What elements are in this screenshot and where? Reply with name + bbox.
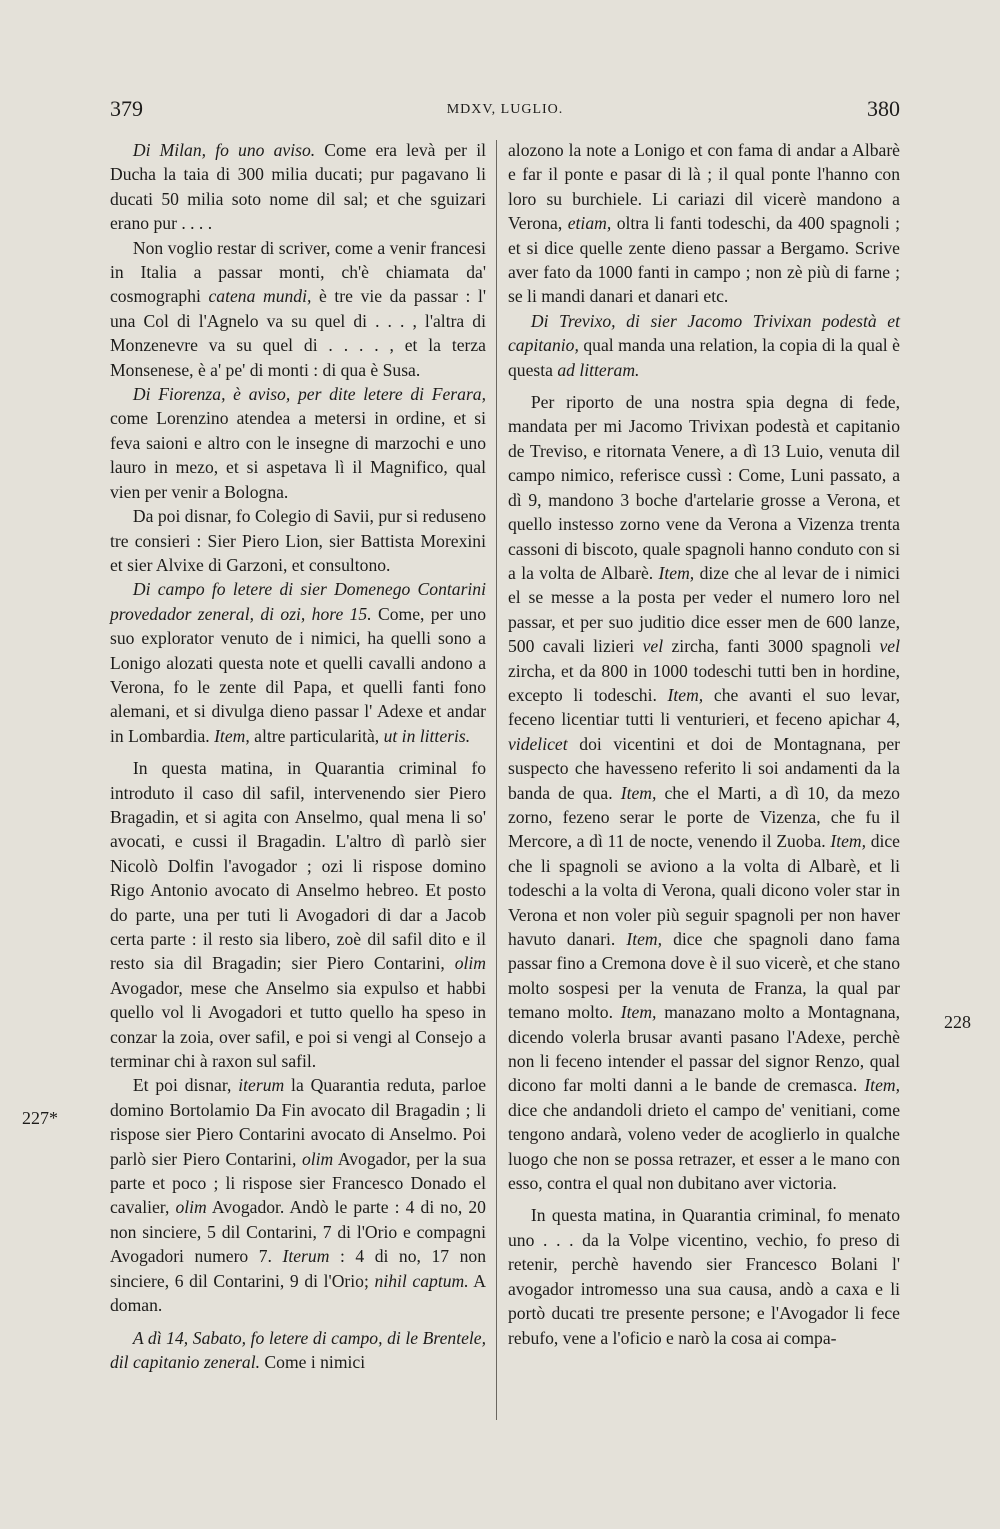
paragraph-text: dice che spagnoli dano fama passar fino a Cremona dove è il suo vicerè, et che stano molto sospesi per la venuta de Franza, la qual par temano molto. <box>508 929 900 1023</box>
paragraph <box>110 1326 486 1375</box>
paragraph <box>110 1073 486 1317</box>
italic-term: iterum <box>238 1075 285 1096</box>
paragraph <box>110 382 486 504</box>
paragraph-text: A doman. <box>110 1270 486 1316</box>
paragraph-text: In questa matina, in Quarantia criminal fo introduto il caso dil safil, intervenendo sier Piero Bragadin, et si agita con Anselmo, qual mena li so' avocati, e cussi il Bragadin. L'altro dì parlò sier Nicolò Dolfin l'avogador ; ozi li rispose domino Rigo Antonio avocato di Anselmo hebreo. Et posto do parte, una per tuti li Avogadori di dar a Jacob certa parte : il resto sia libero, zoè dil safil dito e il resto sia dil Bragadin; sier Piero Contarini, <box>110 758 486 974</box>
paragraph-text: : 4 di no, 17 non sinciere, 6 dil Contarini, 9 di l'Orio; <box>110 1246 486 1291</box>
italic-term: Item, <box>667 684 704 705</box>
paragraph-text: alozono la note a Lonigo et con fama di andar a Albarè e far il ponte e pasar di là ; il qual ponte l'hanno con loro su burchiele. Li cariazi dil vicerè mandono a Verona, <box>508 140 900 234</box>
italic-term: Item, <box>626 929 663 949</box>
italic-term: olim <box>454 953 486 974</box>
italic-term: ut in litteris. <box>383 725 471 746</box>
paragraph-text: Avogador, per la sua parte et poco ; li rispose sier Francesco Donado el cavalier, <box>110 1148 486 1218</box>
paragraph-text: manazano molto a Montagnana, dicendo volerla brusar avanti pasano l'Adexe, perchè non li feceno intender el passar del signor Renzo, qual dicono far molti danni a le bande de cremasca. <box>508 1002 900 1096</box>
paragraph <box>110 577 486 748</box>
paragraph: Da poi disnar, fo Colegio di Savii, pur si reduseno tre consieri : Sier Piero Lion, sier Battista Morexini et sier Alvixe di Garzoni, et consultono. <box>110 506 486 575</box>
paragraph-text: doi vicentini et doi de Montagnana, per suspecto che havesseno referito li soi andamenti da la banda de qua. <box>508 733 900 803</box>
italic-term: olim <box>301 1148 334 1169</box>
italic-term: Item, <box>830 831 867 852</box>
paragraph <box>110 236 486 382</box>
italic-term: etiam, <box>567 213 612 234</box>
paragraph-text: dize che al levar de i nimici el se messe a la posta per veder el numero loro nel passar, et per suo juditio dice esser men de 600 lanze, 500 cavali lizieri <box>508 562 900 657</box>
paragraph-text: zircha, fanti 3000 spagnoli <box>663 636 880 657</box>
paragraph-text: che el Marti, a dì 10, da mezo zorno, fezeno serar le porte de Vizenza, che fu il Mercore, a dì 11 de nocte, venendo il Zuoba. <box>508 782 900 852</box>
italic-term: Item, <box>620 782 657 803</box>
paragraph-text: qual manda una relation, la copia di la qual è questa <box>508 335 900 380</box>
paragraph-text: che avanti el suo levar, feceno licentiar tutti li venturieri, et feceno apichar 4, <box>508 684 900 730</box>
italic-term: catena mundi, <box>208 286 312 307</box>
paragraph-text: è tre vie da passar : l' una Col di l'Agnelo va su quel di . . . , l'altra di Monzenevre va su quel di . . . . , et la terza Monsenese, è a' pe' di monti : di qua è Susa. <box>110 286 487 380</box>
paragraph-text: Per riporto de una nostra spia degna di fede, mandata per mi Jacomo Trivixan podestà et capitanio de Treviso, e ritornata Venere, a dì 13 Luio, venuta dil campo nimico, referisce cussì : Come, Luni passato, a dì 9, mandono 3 boche d'artelarie grosse a Verona, et quello instesso zorno vene da Verona a Vizenza trenta cassoni di biscoto, quale spagnoli hanno conduto con si a la volta de Albarè. <box>508 392 900 583</box>
paragraph-text: la Quarantia reduta, parloe domino Bortolamio Da Fin avocato dil Bragadin ; li rispose sier Piero Contarini avocato di Anselmo. Poi parlò sier Piero Contarini, <box>110 1075 487 1169</box>
paragraph-text: Non voglio restar di scriver, come a venir francesi in Italia a passar monti, ch'è chiamata da' cosmographi <box>110 237 486 307</box>
italic-term: Item, <box>658 562 695 583</box>
italic-term: Item, <box>620 1002 657 1023</box>
italic-heading: Di Fiorenza, è aviso, per dite letere di Ferara, <box>132 384 486 405</box>
italic-heading: A dì 14, Sabato, fo letere di campo, di le Brentele, dil capitanio zeneral. <box>110 1327 486 1372</box>
paragraph-text: altre particularità, <box>249 725 384 746</box>
paragraph <box>508 390 900 1195</box>
italic-heading: Di campo fo letere di sier Domenego Contarini provedador zeneral, di ozi, hore 15. <box>110 579 486 624</box>
italic-term: olim <box>175 1197 207 1218</box>
page-number-right: 380 <box>867 96 900 121</box>
italic-term: Iterum <box>282 1246 330 1267</box>
paragraph <box>508 309 900 382</box>
paragraph: In questa matina, in Quarantia criminal, fo menato uno . . . da la Volpe vicentino, vechio, fo preso di retenir, perchè havendo sier Francesco Bolani l' avogador intromesso una sua causa, andò a caxa e li portò ducati tre presente persone; e l'Avogador li fece rebufo, vene a l'oficio e narò la cosa ai compa- <box>508 1205 900 1348</box>
paragraph-text: zircha, et da 800 in 1000 todeschi tutti ben in hordine, excepto li todeschi. <box>508 660 900 705</box>
paragraph-text: oltra li fanti todeschi, da 400 spagnoli ; et si dice quelle zente dieno passar a Bergamo. Scrive aver fato da 1000 fanti in campo ; non zè più di farne ; se li mandi danari et danari etc. <box>508 213 901 307</box>
italic-heading: Di Trevixo, di sier Jacomo Trivixan podestà et capitanio, <box>508 310 900 356</box>
paragraph <box>110 138 486 236</box>
paragraph-text: Come, per uno suo explorator venuto de i nimici, ha quelli sono a Lonigo alozati questa note et quelli cavalli andono a Verona, fo le zente dil Papa, et quelli fanti fono alemani, et si divulga dieno passar l' Adexe et andar in Lombardia. <box>110 603 486 746</box>
paragraph-text: dice che li spagnoli se aviono a la volta di Albarè, et li todeschi a la volta di Verona, quali dicono voler star in Verona et non voler più seguir spagnoli per non haver havuto danari. <box>508 831 900 949</box>
paragraph-text: Avogador. Andò le parte : 4 di no, 20 non sinciere, 5 dil Contarini, 7 di l'Orio e compagni Avogadori numero 7. <box>110 1197 486 1267</box>
italic-term: Item, <box>214 725 250 746</box>
column-rule <box>496 140 497 1420</box>
italic-term: vel <box>879 636 900 657</box>
paragraph <box>110 756 486 1073</box>
paragraph <box>508 138 900 309</box>
italic-heading: Di Milan, fo uno aviso. <box>132 140 316 160</box>
italic-term: ad litteram. <box>557 359 640 380</box>
paragraph-text: Et poi disnar, <box>132 1075 239 1096</box>
page-header <box>110 96 900 126</box>
paragraph-text: come Lorenzino atendea a metersi in ordine, et si feva saioni e altro con le insegne di marzochi e uno lauro in mezo, et si aspetava lì il Magnifico, qual vien per venir a Bologna. <box>110 408 486 502</box>
italic-term: Item, <box>864 1075 900 1096</box>
margin-folio-right: 228 <box>944 1012 971 1032</box>
margin-folio-left: 227* <box>22 1108 58 1128</box>
paragraph-text: Come era levà per il Ducha la taia di 300 milia ducati; pur pagavano li ducati 50 milia soto nome dil sal; et che sguizari erano pur . . . . <box>110 140 486 234</box>
paragraph-text: dice che andandoli drieto el campo de' venitiani, come tengono andarà, voleno veder de acoglierlo in qualche luogo che non se possa retrazer, et esser a le mano con esso, contra el qual non dubitano aver victoria. <box>508 1099 900 1194</box>
paragraph-text: Come i nimici <box>260 1351 366 1372</box>
running-title: MDXV, LUGLIO. <box>446 102 564 117</box>
italic-term: vel <box>642 636 664 657</box>
left-column <box>110 138 486 1374</box>
italic-term: videlicet <box>508 733 568 754</box>
right-column <box>508 138 900 1350</box>
italic-term: nihil captum. <box>374 1270 469 1291</box>
page-number-left: 379 <box>110 96 143 121</box>
paragraph-text: Avogador, mese che Anselmo sia expulso et habbi quello vol li Avogadori et tutto quello ha speso in conzar la zoia, over safil, e poi si vengi al Consejo a terminar chi à raxon sul safil. <box>110 977 486 1072</box>
